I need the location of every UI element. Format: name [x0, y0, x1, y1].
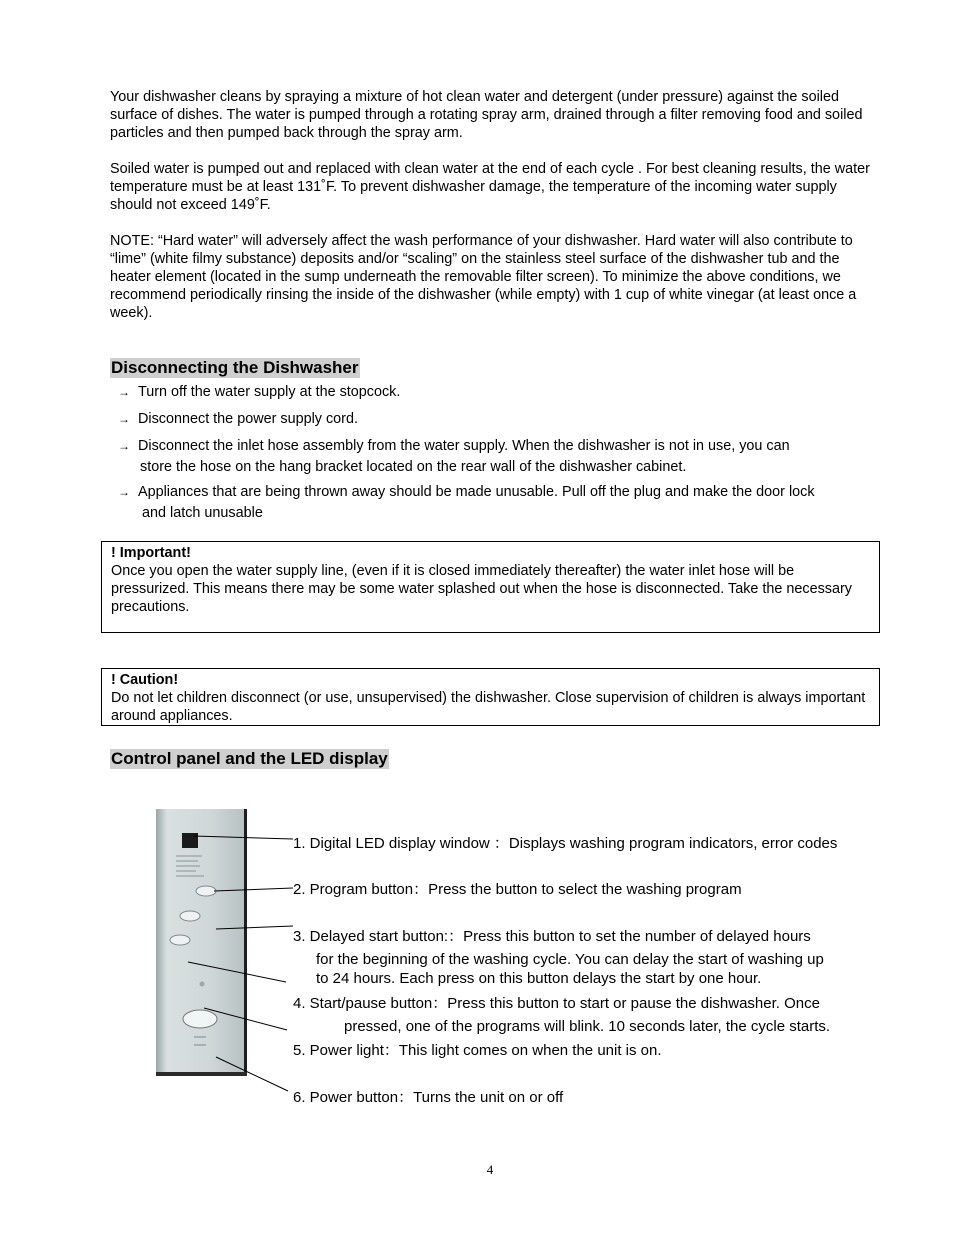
caution-title: ! Caution! — [111, 672, 179, 688]
control-item-3-line-3: to 24 hours. Each press on this button delays the start by one hour. — [316, 970, 762, 987]
intro-paragraph-3: NOTE: “Hard water” will adversely affect the wash performance of your dishwasher. Hard water will also contribute to “lime” (white filmy substance) deposits and/or “scaling” on the stainless steel surface of the dishwasher tub and the heater element (located in the sump underneath the removable filter screen). To minimize the above conditions, we recommend periodically rinsing the inside of the dishwasher (while empty) with 1 cup of white vinegar (at least once a week). — [110, 233, 857, 321]
bullet-text: Appliances that are being thrown away should be made unusable. Pull off the plug and make the door lock — [138, 484, 815, 500]
bullet-text-continued: store the hose on the hang bracket located on the rear wall of the dishwasher cabinet. — [140, 459, 687, 475]
control-item-5: 5. Power light：This light comes on when the unit is on. — [293, 1042, 662, 1059]
power-button-icon — [183, 1010, 217, 1028]
panel-edge — [244, 809, 247, 1076]
intro-paragraph-1: Your dishwasher cleans by spraying a mixture of hot clean water and detergent (under pressure) against the soiled surface of dishes. The water is pumped through a rotating spray arm, drained through a filter removing food and soiled particles and then pumped back through the spray arm. — [110, 89, 863, 141]
arrow-icon: → — [118, 439, 130, 453]
bullet-text-continued: and latch unusable — [142, 505, 263, 521]
important-title: ! Important! — [111, 545, 191, 561]
caution-box — [101, 668, 880, 726]
start-pause-button-icon — [170, 935, 190, 945]
disconnect-bullet-3 — [118, 436, 888, 478]
bullet-text: Disconnect the power supply cord. — [138, 411, 358, 427]
arrow-icon: → — [118, 412, 130, 426]
control-item-3-line-2: for the beginning of the washing cycle. You can delay the start of washing up — [316, 951, 824, 968]
disconnect-bullet-1 — [118, 382, 888, 403]
control-panel-illustration — [150, 800, 300, 1120]
control-item-6: 6. Power button：Turns the unit on or off — [293, 1089, 564, 1106]
power-light-icon — [200, 982, 205, 987]
led-display-window — [182, 833, 198, 848]
intro-paragraph-2: Soiled water is pumped out and replaced with clean water at the end of each cycle . For best cleaning results, the water temperature must be at least 131˚F. To prevent dishwasher damage, the temperature of the incoming water supply should not exceed 149˚F. — [110, 161, 870, 213]
delayed-start-button-icon — [180, 911, 200, 921]
program-button-icon — [196, 886, 216, 896]
panel-strip — [156, 809, 246, 1076]
arrow-icon: → — [118, 385, 130, 399]
control-panel-heading: Control panel and the LED display — [111, 749, 388, 768]
control-item-2: 2. Program button：Press the button to select the washing program — [293, 881, 742, 898]
important-box — [101, 541, 880, 633]
bullet-text: Disconnect the inlet hose assembly from the water supply. When the dishwasher is not in use, you can — [138, 438, 790, 454]
arrow-icon: → — [118, 485, 130, 499]
important-text: Once you open the water supply line, (even if it is closed immediately thereafter) the water inlet hose will be pressurized. This means there may be some water splashed out when the hose is disconnected. Take the necessary precautions. — [111, 563, 852, 615]
caution-text: Do not let children disconnect (or use, unsupervised) the dishwasher. Close supervision of children is always important around appliances. — [111, 690, 866, 724]
bullet-text: Turn off the water supply at the stopcock. — [138, 384, 401, 400]
panel-bottom-edge — [156, 1072, 247, 1076]
disconnect-bullet-2 — [118, 409, 888, 430]
page-number: 4 — [486, 1162, 494, 1177]
disconnect-heading: Disconnecting the Dishwasher — [111, 358, 359, 377]
control-item-4: 4. Start/pause button：Press this button to start or pause the dishwasher. Once — [293, 995, 820, 1012]
disconnect-bullet-4 — [118, 482, 888, 524]
control-item-1: 1. Digital LED display window ：Displays washing program indicators, error codes — [293, 835, 838, 852]
control-item-4-line-2: pressed, one of the programs will blink. 10 seconds later, the cycle starts. — [344, 1018, 831, 1035]
control-item-3: 3. Delayed start button:：Press this button to set the number of delayed hours — [293, 928, 811, 945]
